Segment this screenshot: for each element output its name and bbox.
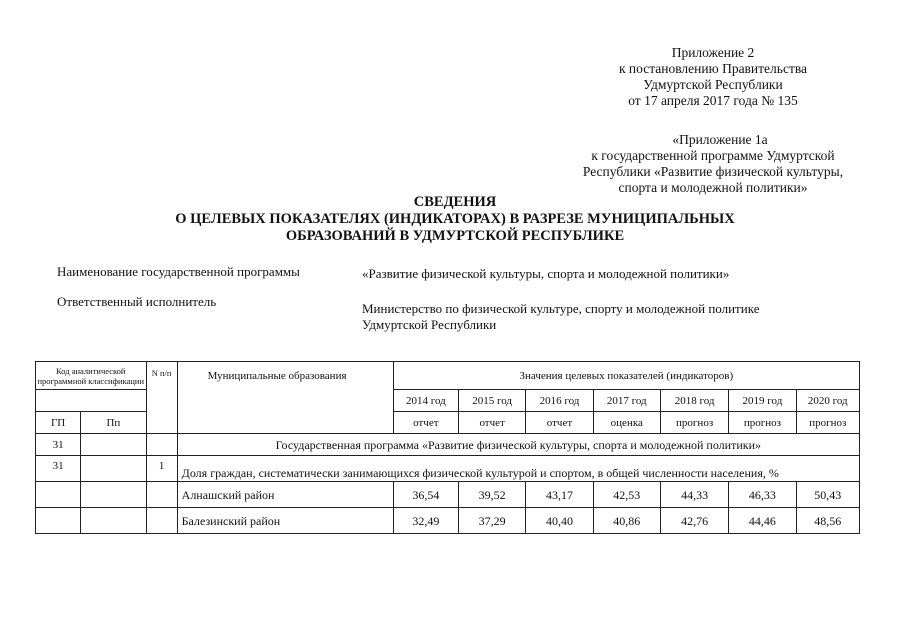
year-2020: 2020 год	[796, 390, 859, 412]
program-row-text: Государственная программа «Развитие физической культуры, спорта и молодежной политики»	[177, 434, 859, 456]
title-line-2: О ЦЕЛЕВЫХ ПОКАЗАТЕЛЯХ (ИНДИКАТОРАХ) В РАЗРЕЗЕ МУНИЦИПАЛЬНЫХ	[175, 211, 735, 227]
appendix-1a-line-1: «Приложение 1а	[672, 132, 768, 147]
title-line-1: СВЕДЕНИЯ	[413, 194, 497, 210]
header-gp: ГП	[36, 412, 81, 434]
row-2-value-2018: 42,76	[660, 508, 728, 534]
header-code-spacer	[36, 390, 147, 412]
indicator-row-num: 1	[146, 456, 177, 482]
row-1-value-2020: 50,43	[796, 482, 859, 508]
appendix-1a-line-3: Республики «Развитие физической культуры,	[582, 164, 844, 179]
appendix-2-line-3: Удмуртской Республики	[643, 77, 783, 92]
header-municipalities: Муниципальные образования	[177, 362, 393, 434]
executor-value-line-2: Удмуртской Республики	[362, 317, 497, 332]
appendix-2-header	[588, 45, 838, 109]
appendix-1a-line-4: спорта и молодежной политики»	[618, 180, 808, 195]
indicator-row	[36, 456, 860, 482]
row-1-value-2018: 44,33	[660, 482, 728, 508]
appendix-1a-line-2: к государственной программе Удмуртской	[591, 148, 835, 163]
year-2015: 2015 год	[459, 390, 526, 412]
year-2014: 2014 год	[393, 390, 458, 412]
row-1-name: Алнашский район	[177, 482, 393, 508]
row-1-value-2014: 36,54	[393, 482, 458, 508]
row-1-value-2019: 46,33	[729, 482, 796, 508]
executor-label: Ответственный исполнитель	[57, 294, 217, 309]
indicators-table	[35, 361, 860, 534]
row-2-value-2019: 44,46	[729, 508, 796, 534]
program-row-num	[146, 434, 177, 456]
header-code: Код аналитической программной классификации	[36, 362, 147, 390]
row-2-value-2020: 48,56	[796, 508, 859, 534]
row-1-value-2017: 42,53	[593, 482, 660, 508]
row-1-pp	[81, 482, 146, 508]
status-2020: прогноз	[796, 412, 859, 434]
appendix-1a-header	[568, 132, 858, 196]
program-row-gp: 31	[36, 434, 81, 456]
indicator-row-pp	[81, 456, 146, 482]
status-2019: прогноз	[729, 412, 796, 434]
header-pp: Пп	[81, 412, 146, 434]
status-2015: отчет	[459, 412, 526, 434]
row-2-num	[146, 508, 177, 534]
row-2-value-2015: 37,29	[459, 508, 526, 534]
year-2019: 2019 год	[729, 390, 796, 412]
program-label: Наименование государственной программы	[57, 264, 300, 279]
row-2-value-2014: 32,49	[393, 508, 458, 534]
program-row-pp	[81, 434, 146, 456]
program-row	[36, 434, 860, 456]
row-1-gp	[36, 482, 81, 508]
executor-value-line-1: Министерство по физической культуре, спорту и молодежной политике	[362, 301, 760, 316]
header-values: Значения целевых показателей (индикаторов)	[393, 362, 859, 390]
year-2016: 2016 год	[526, 390, 593, 412]
row-1-value-2015: 39,52	[459, 482, 526, 508]
row-1-num	[146, 482, 177, 508]
document-title	[150, 194, 760, 245]
year-2017: 2017 год	[593, 390, 660, 412]
executor-value	[362, 301, 759, 333]
status-2016: отчет	[526, 412, 593, 434]
row-2-name: Балезинский район	[177, 508, 393, 534]
indicator-row-gp: 31	[36, 456, 81, 482]
title-line-3: ОБРАЗОВАНИЙ В УДМУРТСКОЙ РЕСПУБЛИКЕ	[285, 228, 625, 244]
year-2018: 2018 год	[660, 390, 728, 412]
indicator-row-text: Доля граждан, систематически занимающихся физической культурой и спортом, в общей численности населения, %	[177, 456, 859, 482]
program-value: «Развитие физической культуры, спорта и молодежной политики»	[362, 266, 730, 281]
row-1-value-2016: 43,17	[526, 482, 593, 508]
status-2014: отчет	[393, 412, 458, 434]
table-row	[36, 482, 860, 508]
header-number: N п/п	[146, 362, 177, 434]
status-2017: оценка	[593, 412, 660, 434]
appendix-2-line-2: к постановлению Правительства	[618, 61, 808, 76]
table-row	[36, 508, 860, 534]
appendix-2-line-1: Приложение 2	[671, 45, 755, 60]
row-2-value-2016: 40,40	[526, 508, 593, 534]
row-2-value-2017: 40,86	[593, 508, 660, 534]
status-2018: прогноз	[660, 412, 728, 434]
row-2-pp	[81, 508, 146, 534]
row-2-gp	[36, 508, 81, 534]
appendix-2-line-4: от 17 апреля 2017 года № 135	[628, 93, 798, 108]
